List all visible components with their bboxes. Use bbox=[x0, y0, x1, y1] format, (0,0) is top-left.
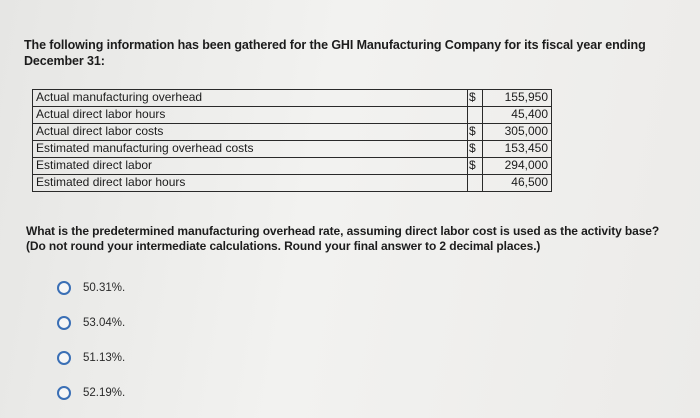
table-row bbox=[33, 158, 552, 175]
row-label: Actual direct labor costs bbox=[33, 124, 468, 141]
row-value: 46,500 bbox=[483, 175, 552, 192]
radio-button[interactable] bbox=[57, 386, 71, 400]
option-label: 51.13%. bbox=[83, 351, 126, 364]
row-label: Estimated manufacturing overhead costs bbox=[33, 141, 468, 158]
row-label: Actual direct labor hours bbox=[33, 107, 468, 124]
table-row bbox=[33, 141, 552, 158]
option-label: 53.04%. bbox=[83, 316, 126, 329]
row-currency: $ bbox=[468, 90, 483, 107]
answer-options bbox=[57, 278, 125, 418]
table-row bbox=[33, 124, 552, 141]
option-label: 50.31%. bbox=[83, 281, 126, 294]
table-row bbox=[33, 107, 552, 124]
answer-option-b[interactable] bbox=[57, 313, 125, 332]
row-label: Estimated direct labor bbox=[33, 158, 468, 175]
row-currency: $ bbox=[468, 124, 483, 141]
option-label: 52.19%. bbox=[83, 386, 126, 399]
question-text: What is the predetermined manufacturing overhead rate, assuming direct labor cost is used as the activity base? (Do not round your intermediate calculations. Round your final answer to 2 decimal places.) bbox=[26, 224, 660, 253]
row-label: Actual manufacturing overhead bbox=[33, 90, 468, 107]
row-value: 153,450 bbox=[483, 141, 552, 158]
row-label: Estimated direct labor hours bbox=[33, 175, 468, 192]
data-table bbox=[32, 89, 552, 192]
answer-option-d[interactable] bbox=[57, 383, 125, 402]
row-currency bbox=[468, 175, 483, 192]
radio-button[interactable] bbox=[57, 281, 71, 295]
row-value: 294,000 bbox=[483, 158, 552, 175]
row-value: 305,000 bbox=[483, 124, 552, 141]
radio-button[interactable] bbox=[57, 351, 71, 365]
radio-button[interactable] bbox=[57, 316, 71, 330]
answer-option-c[interactable] bbox=[57, 348, 125, 367]
table-row bbox=[33, 90, 552, 107]
row-currency bbox=[468, 107, 483, 124]
answer-option-a[interactable] bbox=[57, 278, 125, 297]
row-currency: $ bbox=[468, 158, 483, 175]
row-currency: $ bbox=[468, 141, 483, 158]
row-value: 45,400 bbox=[483, 107, 552, 124]
question-intro: The following information has been gathered for the GHI Manufacturing Company for its fiscal year ending December 31: bbox=[24, 38, 646, 68]
table-row bbox=[33, 175, 552, 192]
row-value: 155,950 bbox=[483, 90, 552, 107]
